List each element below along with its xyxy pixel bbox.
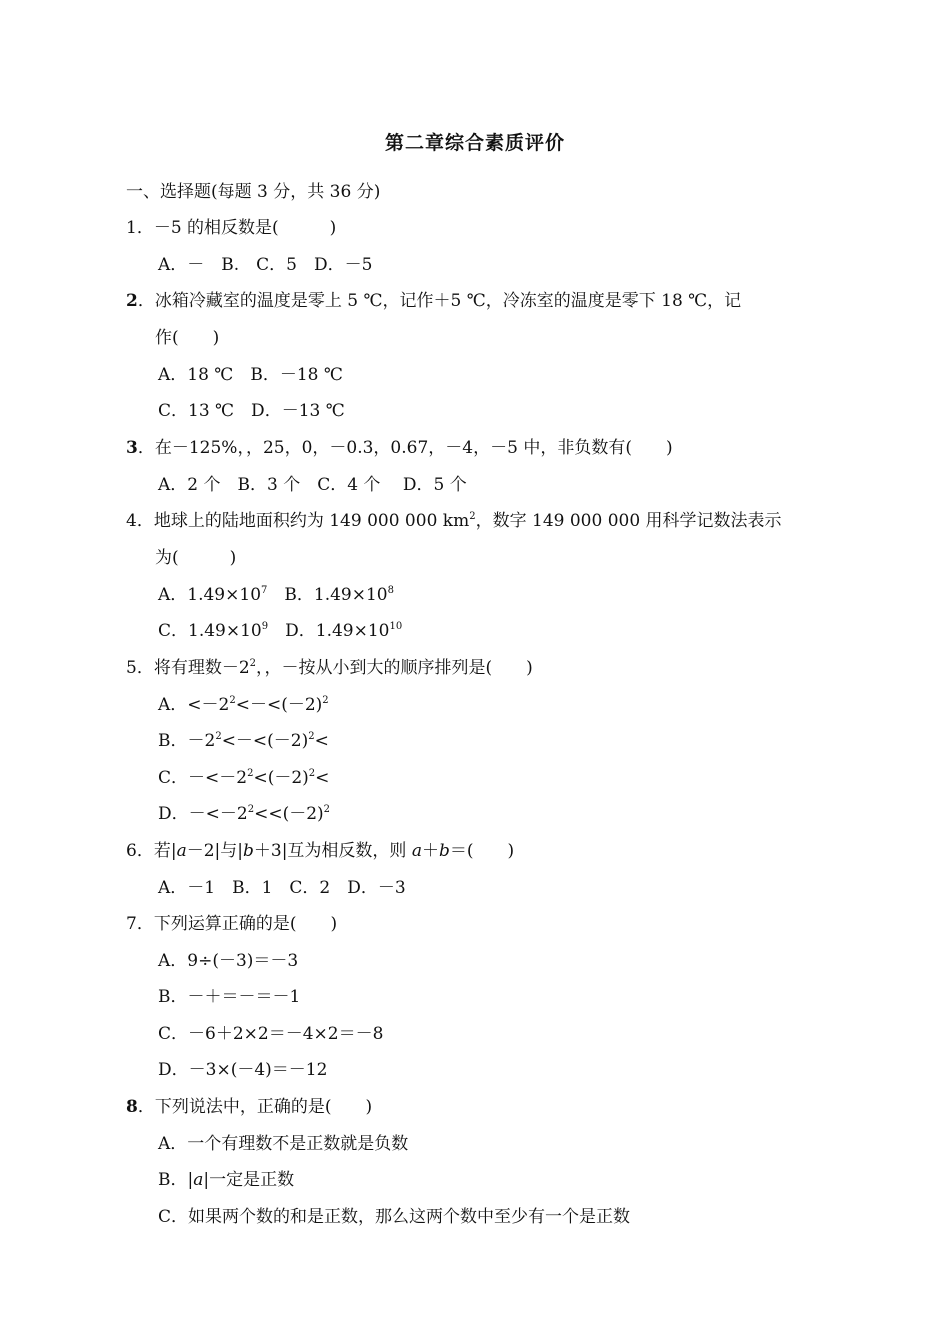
stem-text: －2|与| xyxy=(186,841,243,861)
question-1-number: 1 xyxy=(126,218,137,238)
option-b-exponent: 8 xyxy=(387,585,394,596)
question-3-number: 3 xyxy=(126,438,138,458)
question-4-options-row-1 xyxy=(158,584,394,606)
variable-a: a xyxy=(176,841,187,861)
option-text: <(－2) xyxy=(253,768,309,788)
variable-b: b xyxy=(438,841,450,861)
option-c-exponent: 9 xyxy=(261,621,269,632)
question-7-stem: ．下列运算正确的是( ) xyxy=(136,914,338,934)
option-text: <<(－2) xyxy=(254,804,324,824)
option-exponent: 2 xyxy=(247,804,255,815)
question-4-options-row-2 xyxy=(158,620,402,642)
stem-text: ．若| xyxy=(136,841,177,861)
question-7-option-c: C．－6＋2×2＝－4×2＝－8 xyxy=(158,1024,384,1044)
stem-text: ＋ xyxy=(421,841,439,861)
option-text: D．－<－2 xyxy=(158,804,248,824)
question-7-option-b: B．－＋＝－＝－1 xyxy=(158,987,301,1007)
question-8-option-b xyxy=(158,1169,294,1191)
question-1 xyxy=(126,217,336,239)
option-text: |一定是正数 xyxy=(203,1170,295,1190)
question-6-options: A．－1 B．1 C．2 D．－3 xyxy=(158,878,406,898)
question-1-stem: ．－5 的相反数是( ) xyxy=(136,218,337,238)
section-heading: 一、选择题(每题 3 分，共 36 分) xyxy=(126,182,381,202)
question-8-stem: ．下列说法中，正确的是( ) xyxy=(137,1097,373,1117)
variable-a: a xyxy=(193,1170,204,1190)
question-5-stem-part-1: ．将有理数－2 xyxy=(136,658,250,678)
question-3 xyxy=(126,437,673,459)
question-4 xyxy=(126,510,782,532)
question-3-stem: ．在－125%，，25，0，－0.3，0.67，－4，－5 中，非负数有( ) xyxy=(137,438,673,458)
option-exponent: 2 xyxy=(215,731,222,742)
option-d-text: D．1.49×10 xyxy=(268,621,390,641)
question-5-stem-exponent: 2 xyxy=(249,658,257,669)
option-text: < xyxy=(315,768,330,788)
option-a-text: A．1.49×10 xyxy=(158,585,262,605)
option-a-exponent: 7 xyxy=(261,585,268,596)
question-6 xyxy=(126,840,514,862)
question-7 xyxy=(126,913,337,935)
question-5-option-a xyxy=(158,694,329,716)
question-4-stem-exponent: 2 xyxy=(469,511,476,522)
question-2-continuation: 作( ) xyxy=(155,328,220,348)
option-c-text: C．1.49×10 xyxy=(158,621,262,641)
question-8-option-c: C．如果两个数的和是正数，那么这两个数中至少有一个是正数 xyxy=(158,1207,631,1227)
question-4-number: 4 xyxy=(126,511,137,531)
option-exponent: 2 xyxy=(247,768,254,779)
option-exponent: 2 xyxy=(308,731,315,742)
option-text: <－<(－2) xyxy=(235,695,323,715)
question-5-number: 5 xyxy=(126,658,137,678)
question-7-option-a: A．9÷(－3)＝－3 xyxy=(158,951,299,971)
question-5-option-c xyxy=(158,767,329,789)
question-4-continuation: 为( ) xyxy=(155,548,237,568)
question-7-option-d: D．－3×(－4)＝－12 xyxy=(158,1060,328,1080)
option-text: B．| xyxy=(158,1170,194,1190)
variable-b: b xyxy=(242,841,254,861)
question-5-option-d xyxy=(158,803,330,825)
option-text: C．－<－2 xyxy=(158,768,248,788)
question-2-number: 2 xyxy=(126,291,138,311)
variable-a: a xyxy=(411,841,422,861)
question-4-stem-part-1: ．地球上的陆地面积约为 149 000 000 km xyxy=(136,511,470,531)
question-8 xyxy=(126,1096,372,1118)
option-b-text: B．1.49×10 xyxy=(267,585,388,605)
stem-text: ＝( ) xyxy=(449,841,515,861)
option-text: <－<(－2) xyxy=(221,731,309,751)
option-exponent: 2 xyxy=(308,768,316,779)
question-8-number: 8 xyxy=(126,1097,138,1117)
question-6-number: 6 xyxy=(126,841,137,861)
question-7-number: 7 xyxy=(126,914,137,934)
page-title: 第二章综合素质评价 xyxy=(384,132,565,154)
option-exponent: 2 xyxy=(323,804,331,815)
question-8-option-a: A．一个有理数不是正数就是负数 xyxy=(158,1134,409,1154)
question-5 xyxy=(126,657,533,679)
option-exponent: 2 xyxy=(229,695,236,706)
option-d-exponent: 10 xyxy=(389,621,403,632)
question-3-options: A．2 个 B．3 个 C．4 个 D．5 个 xyxy=(158,475,467,495)
option-text: B．－2 xyxy=(158,731,216,751)
question-5-stem-part-2: ，，－按从小到大的顺序排列是( ) xyxy=(256,658,533,678)
option-text: A．<－2 xyxy=(158,695,230,715)
question-2-stem: ．冰箱冷藏室的温度是零上 5 ℃，记作＋5 ℃，冷冻室的温度是零下 18 ℃，记 xyxy=(137,291,742,311)
question-2-options-row-2: C．13 ℃ D．－13 ℃ xyxy=(158,401,345,421)
option-exponent: 2 xyxy=(322,695,329,706)
question-1-options: A．－ B. C．5 D．－5 xyxy=(158,255,373,275)
stem-text: ＋3|互为相反数，则 xyxy=(253,841,412,861)
question-2-options-row-1: A．18 ℃ B．－18 ℃ xyxy=(158,365,343,385)
question-2 xyxy=(126,290,741,312)
question-4-stem-part-2: ，数字 149 000 000 用科学记数法表示 xyxy=(475,511,782,531)
question-5-option-b xyxy=(158,730,329,752)
option-text: < xyxy=(314,731,329,751)
